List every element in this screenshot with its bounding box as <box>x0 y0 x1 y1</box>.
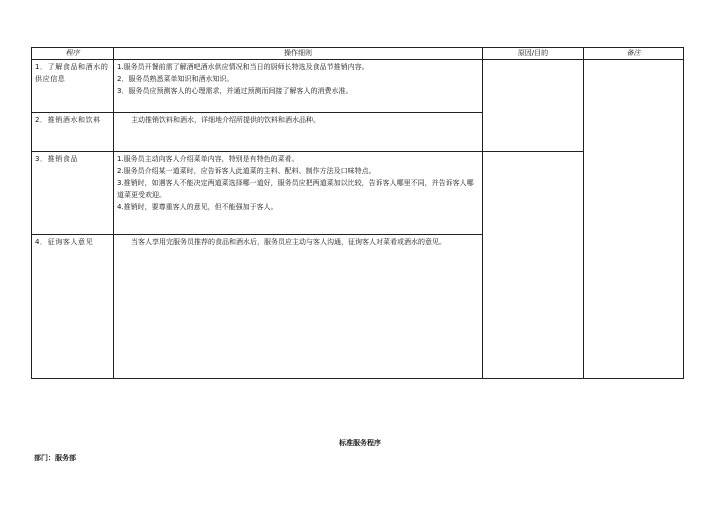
service-procedure-table <box>31 47 684 379</box>
step-cell: 2．推销酒水和饮料 <box>32 113 114 152</box>
table-row <box>32 60 684 113</box>
reason-cell <box>483 60 584 152</box>
department-label: 部门：服务部 <box>34 454 76 462</box>
detail-line: 1.服务员开餐前需了解酒吧酒水供应情况和当日的厨师长特选及食品节推销内容。 <box>117 63 369 71</box>
detail-line: 4.推销时，要尊重客人的意见，但不能强加于客人。 <box>117 203 278 211</box>
step-cell: 3．推销食品 <box>32 152 114 235</box>
document-title: 标准服务程序 <box>339 439 381 447</box>
header-remarks: 备注 <box>584 48 684 60</box>
detail-line: 当客人享用完服务员推荐的食品和酒水后，服务员应主动与客人沟通，征询客人对菜肴或酒水的意见。 <box>131 238 446 246</box>
detail-cell <box>114 235 483 379</box>
table-header-row <box>32 48 684 60</box>
detail-line: 1.服务员主动向客人介绍菜单内容，特别是有特色的菜肴。 <box>117 155 299 163</box>
detail-cell <box>114 152 483 235</box>
remarks-cell <box>584 60 684 379</box>
detail-cell <box>114 113 483 152</box>
detail-line: 主动推销饮料和酒水，详细地介绍所提供的饮料和酒水品种。 <box>131 116 320 124</box>
step-cell: 4．征询客人意见 <box>32 235 114 379</box>
header-operation-details: 操作细则 <box>114 48 483 60</box>
detail-line: 2．服务员熟悉菜单知识和酒水知识。 <box>117 75 234 83</box>
detail-line: 3．服务员应预测客人的心理需求，并通过预测而间接了解客人的消费水准。 <box>117 87 353 95</box>
detail-line: 2.服务员介绍某一道菜时，应告诉客人此道菜的主料、配料、制作方法及口味特点。 <box>117 167 376 175</box>
header-procedure: 程序 <box>32 48 114 60</box>
detail-cell <box>114 60 483 113</box>
detail-line: 3.推销时，如遇客人不能决定两道菜选择哪一道好，服务员应把两道菜加以比较，告诉客人哪里不同，并告诉客人哪道菜更受欢迎。 <box>117 179 474 199</box>
header-reason-purpose: 原因/目的 <box>483 48 584 60</box>
step-cell: 1．了解食品和酒水的供应信息 <box>32 60 114 113</box>
reason-cell <box>483 152 584 379</box>
